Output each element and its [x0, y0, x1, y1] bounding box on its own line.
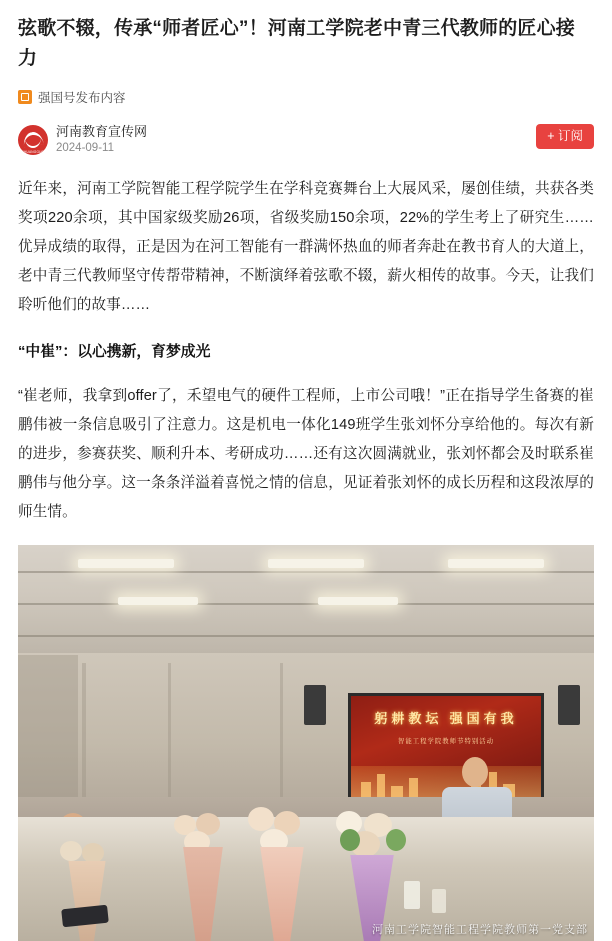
photo-cup: [404, 881, 420, 909]
photo-wall-panel: [18, 655, 78, 805]
photo-ceiling-light: [448, 559, 544, 568]
article-paragraph-2: “崔老师，我拿到offer了，禾望电气的硬件工程师，上市公司哦！”正在指导学生备赛的崔鹏伟被一条信息吸引了注意力。这是机电一体化149班学生张刘怀分享给他的。每次有新的进步，参赛获奖、顺利升本、考研成功……还有这次圆满就业，张刘怀都会及时联系崔鹏伟与他分享。这一条条洋溢着喜悦之情的信息，见证着张刘怀的成长历程和这段浓厚的师生情。: [18, 388, 594, 520]
publisher-info[interactable]: [18, 124, 147, 155]
photo-ceiling-light: [318, 597, 398, 605]
photo-speaker: [558, 685, 580, 725]
article-paragraph-1: 近年来，河南工学院智能工程学院学生在学科竞赛舞台上大展风采，屡创佳绩，共获各类奖项220余项，其中国家级奖励26项，省级奖励150余项，22%的学生考上了研究生……优异成绩的取得，正是因为在河工智能有一群满怀热血的师者奔赴在教书育人的大道上，老中青三代教师坚守传帮带精神，不断演绎着弦歌不辍，薪火相传的故事。今天，让我们聆听他们的故事……: [18, 181, 594, 313]
photo-bouquet: [168, 813, 238, 941]
publish-date: 2024-09-11: [56, 142, 114, 154]
photo-cup: [432, 889, 446, 913]
avatar-swoosh-secondary-icon: [25, 138, 41, 148]
photo-ceiling-line: [18, 603, 594, 605]
publisher-row: [18, 124, 594, 155]
photo-wall-panel: [280, 663, 283, 803]
photo-wall-panel: [168, 663, 171, 803]
photo-speaker: [304, 685, 326, 725]
source-label: 强国号发布内容: [38, 91, 126, 105]
photo-bouquet: [244, 807, 322, 941]
publisher-name: 河南教育宣传网: [56, 124, 148, 139]
photo-ceiling-light: [118, 597, 198, 605]
publisher-meta: [56, 124, 147, 155]
photo-watermark: 河南工学院智能工程学院教师第一党支部: [372, 924, 588, 936]
qiangguo-badge-icon: [18, 90, 32, 104]
photo-wall-panel: [82, 663, 86, 803]
photo-ceiling-light: [268, 559, 364, 568]
photo-person-head: [462, 757, 488, 787]
section-heading: “中崔”：以心携新，育梦成光: [18, 344, 211, 360]
article-photo[interactable]: [18, 545, 594, 941]
photo-presentation-screen: [348, 693, 544, 803]
source-row: [18, 88, 594, 106]
avatar-label: SHUANGGUO: [21, 149, 45, 154]
screen-subtitle: 智能工程学院教师节特别活动: [397, 738, 495, 745]
avatar[interactable]: [18, 125, 48, 155]
photo-ceiling-line: [18, 635, 594, 637]
subscribe-button[interactable]: + 订阅: [536, 124, 594, 149]
screen-title: 躬耕教坛 强国有我: [374, 711, 518, 726]
photo-ceiling-light: [78, 559, 174, 568]
photo-canvas: [18, 545, 594, 941]
page-title: 弦歌不辍，传承“师者匠心”！河南工学院老中青三代教师的匠心接力: [18, 18, 576, 69]
photo-ceiling-line: [18, 571, 594, 573]
